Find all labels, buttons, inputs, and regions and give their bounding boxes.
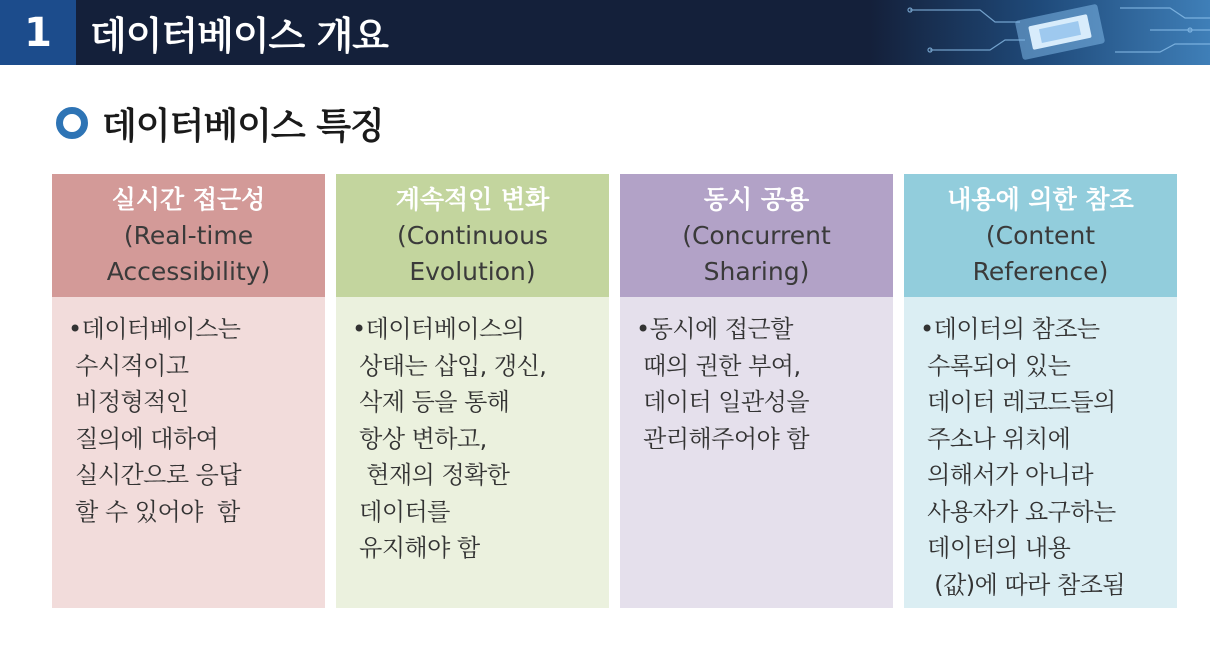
card-body-line: 실시간으로 응답	[68, 461, 242, 489]
slide-header	[0, 0, 1210, 65]
card-body-line: 질의에 대하여	[68, 424, 219, 453]
feature-card	[336, 174, 609, 608]
card-body-line: 데이터를	[352, 497, 450, 526]
card-title: 동시 공용	[703, 184, 810, 214]
card-subtitle-line: Accessibility)	[106, 256, 271, 286]
card-body-line: 수록되어 있는	[920, 351, 1071, 380]
section-number: 1	[0, 0, 76, 65]
card-subtitle-line: Evolution)	[409, 256, 536, 286]
section-heading-text: 데이터베이스 특징	[102, 105, 384, 147]
card-body-line: 주소나 위치에	[920, 424, 1071, 453]
card-body	[620, 297, 893, 608]
card-body-line: 사용자가 요구하는	[920, 497, 1116, 526]
card-body-line: (값)에 따라 참조됨	[920, 570, 1126, 599]
slide-title: 데이터베이스 개요	[90, 14, 388, 58]
card-body-line: 비정형적인	[68, 388, 189, 416]
card-subtitle-line: (Concurrent	[682, 220, 831, 250]
card-body-line: 현재의 정확한	[352, 461, 510, 489]
card-header	[904, 174, 1177, 297]
card-title: 계속적인 변화	[395, 184, 550, 214]
circle-bullet-icon	[56, 107, 88, 139]
card-body-line: 상태는 삽입, 갱신,	[352, 351, 547, 380]
card-title: 실시간 접근성	[111, 184, 266, 214]
card-body-line: 항상 변하고,	[352, 424, 487, 453]
card-body-line: 데이터 레코드들의	[920, 388, 1116, 416]
card-subtitle-line: (Content	[985, 220, 1096, 250]
card-subtitle-line: (Continuous	[397, 220, 548, 250]
feature-card	[904, 174, 1177, 608]
feature-card	[52, 174, 325, 608]
card-body-line: 유지해야 함	[352, 534, 480, 562]
section-heading	[56, 100, 384, 146]
card-body-line: 때의 권한 부여,	[636, 351, 801, 380]
feature-card	[620, 174, 893, 608]
card-body-line: 수시적이고	[68, 351, 189, 380]
card-body-line: 의해서가 아니라	[920, 461, 1094, 489]
card-body-line: 관리해주어야 함	[636, 424, 810, 453]
card-header	[620, 174, 893, 297]
card-body-line: •데이터의 참조는	[920, 315, 1100, 343]
circuit-chip-decoration	[870, 0, 1210, 65]
card-body	[904, 297, 1177, 608]
card-subtitle-line: Sharing)	[703, 256, 810, 286]
card-header	[336, 174, 609, 297]
card-body-line: 삭제 등을 통해	[352, 388, 510, 416]
card-subtitle-line: Reference)	[972, 256, 1109, 286]
card-body-line: •데이터베이스는	[68, 315, 241, 343]
card-body-line: 데이터의 내용	[920, 534, 1071, 562]
card-body-line: •동시에 접근할	[636, 315, 793, 343]
card-body	[336, 297, 609, 608]
card-subtitle-line: (Real-time	[123, 220, 254, 250]
card-body-line: •데이터베이스의	[352, 315, 525, 343]
card-title: 내용에 의한 참조	[947, 184, 1134, 214]
card-header	[52, 174, 325, 297]
card-body	[52, 297, 325, 608]
card-body-line: 데이터 일관성을	[636, 388, 810, 416]
card-body-line: 할 수 있어야 함	[68, 497, 240, 526]
